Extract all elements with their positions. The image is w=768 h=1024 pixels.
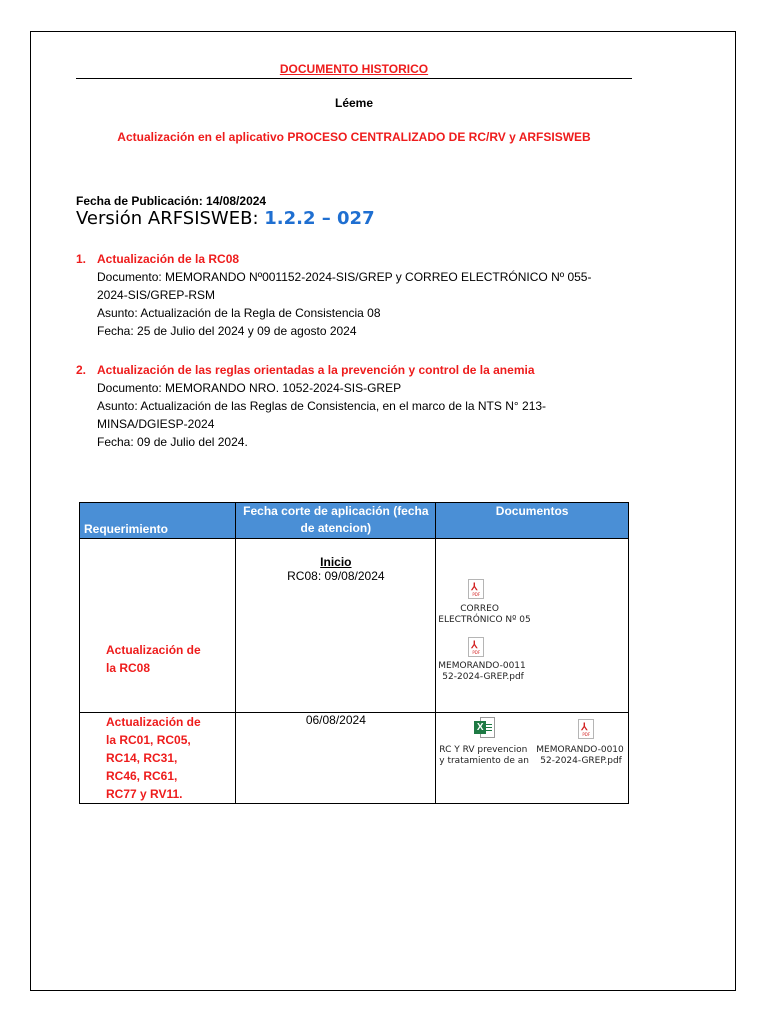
cutoff-date: RC08: 09/08/2024 (287, 569, 385, 583)
excel-icon: X (474, 717, 496, 739)
publication-date: Fecha de Publicación: 14/08/2024 (76, 194, 267, 208)
section-line: Documento: MEMORANDO NRO. 1052-2024-SIS-GREP (97, 381, 402, 395)
attachment-label: CORREO (460, 604, 499, 614)
attachment-label: MEMORANDO-0010 (536, 745, 624, 755)
date-cell (236, 539, 436, 713)
date-cell (236, 713, 436, 804)
table-row (80, 539, 629, 713)
attachment-label: ELECTRÓNICO Nº 05 (438, 615, 531, 625)
attachment-label: 52-2024-GREP.pdf (540, 756, 622, 766)
section-line: Fecha: 25 de Julio del 2024 y 09 de agosto 2024 (97, 324, 357, 338)
pdf-icon: ⅄ PDF (468, 579, 484, 599)
section-2 (76, 361, 616, 451)
version-number: 1.2.2 – 027 (264, 208, 375, 229)
requirement-line: RC77 y RV11. (106, 787, 183, 801)
requirement-line: la RC01, RC05, (106, 733, 191, 747)
attachment-label: y tratamiento de an (439, 756, 529, 766)
requirements-table (79, 502, 629, 804)
document-subtitle: Actualización en el aplicativo PROCESO CENTRALIZADO DE RC/RV y ARFSISWEB (117, 130, 591, 144)
requirement-line: la RC08 (106, 661, 151, 675)
section-line: Asunto: Actualización de las Reglas de Consistencia, en el marco de la NTS N° 213- (97, 399, 547, 413)
section-1 (76, 250, 616, 340)
documents-cell (436, 539, 629, 713)
section-title: Actualización de las reglas orientadas a la prevención y control de la anemia (97, 363, 535, 377)
version-prefix: Versión ARFSISWEB: (76, 208, 265, 229)
column-header-fecha: Fecha corte de aplicación (fecha de atencion) (236, 503, 436, 539)
document-header-title: DOCUMENTO HISTORICO (279, 62, 429, 76)
leeme-heading: Léeme (334, 96, 374, 110)
requirement-line: Actualización de (106, 643, 201, 657)
section-line: Documento: MEMORANDO Nº001152-2024-SIS/GREP y CORREO ELECTRÓNICO Nº 055- (97, 270, 592, 284)
attachment-label: RC Y RV prevencion (439, 745, 528, 755)
attachment-label: 52-2024-GREP.pdf (442, 672, 524, 682)
version-line (76, 208, 375, 229)
documents-cell (436, 713, 629, 804)
column-header-requirement: Requerimiento (80, 503, 236, 539)
section-line: MINSA/DGIESP-2024 (97, 417, 215, 431)
cutoff-date: 06/08/2024 (305, 713, 366, 727)
section-line: 2024-SIS/GREP-RSM (97, 288, 216, 302)
attachment-label: MEMORANDO-0011 (438, 661, 526, 671)
pdf-icon: ⅄ PDF (578, 719, 594, 739)
section-number: 2. (76, 363, 87, 377)
inicio-label: Inicio (320, 555, 352, 569)
section-title: Actualización de la RC08 (97, 252, 240, 266)
requirement-line: RC14, RC31, (106, 751, 178, 765)
section-number: 1. (76, 252, 87, 266)
requirement-line: Actualización de (106, 715, 201, 729)
requirement-line: RC46, RC61, (106, 769, 178, 783)
section-line: Fecha: 09 de Julio del 2024. (97, 435, 248, 449)
table-header-row (80, 503, 629, 539)
table-row (80, 713, 629, 804)
requirement-cell (80, 539, 236, 713)
header-divider (76, 78, 632, 79)
requirement-cell (80, 713, 236, 804)
section-line: Asunto: Actualización de la Regla de Consistencia 08 (97, 306, 381, 320)
pdf-icon: ⅄ PDF (468, 637, 484, 657)
column-header-documentos: Documentos (436, 503, 629, 539)
